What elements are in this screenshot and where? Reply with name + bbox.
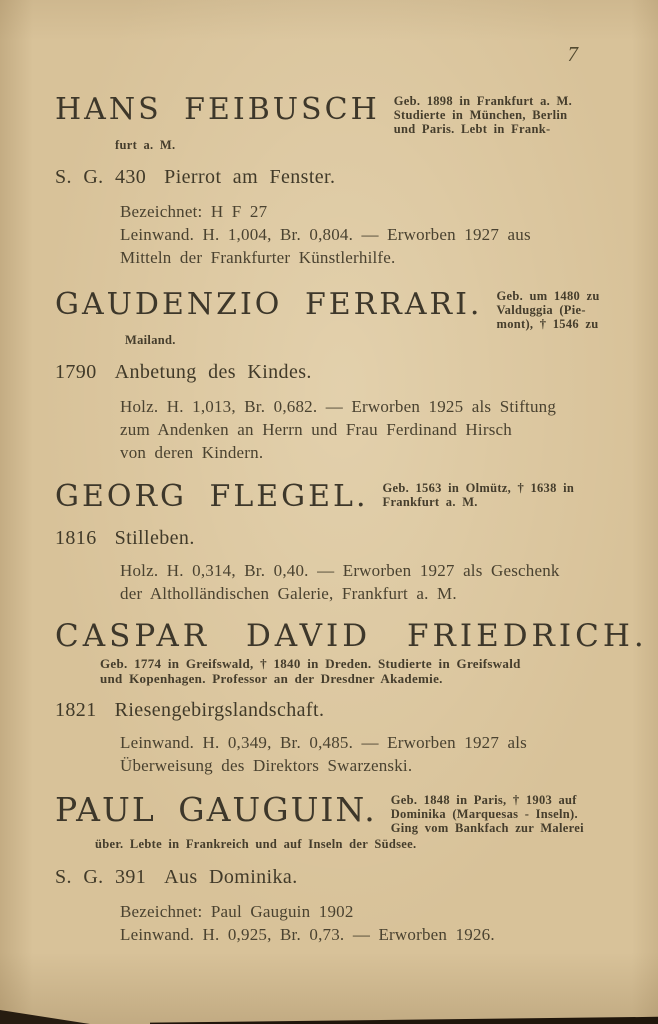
entry-details <box>120 559 640 605</box>
bio-continuation: Mailand. <box>125 333 176 347</box>
entry-title: Aus Dominika. <box>164 866 298 889</box>
bio-line: Dominika (Marquesas - Inseln). <box>390 807 578 822</box>
artist-bio <box>394 94 640 136</box>
entry-title-line <box>55 865 640 889</box>
entry-title: Stilleben. <box>114 527 195 549</box>
bio-line: Ging vom Bankfach zur Malerei <box>390 821 584 836</box>
details-line: Leinwand. H. 0,925, Br. 0,73. — Erworben 1926. <box>120 925 495 945</box>
artist-name: CASPAR DAVID FRIEDRICH. <box>55 618 648 654</box>
artist-header <box>55 288 640 331</box>
details-line: von deren Kindern. <box>120 443 264 462</box>
artist-section-ferrari <box>55 288 640 464</box>
artist-bio <box>383 481 640 509</box>
details-line: Mitteln der Frankfurter Künstlerhilfe. <box>120 248 396 267</box>
bio-continuation: über. Lebte in Frankreich und auf Inseln der Südsee. <box>95 837 417 852</box>
artist-bio <box>391 793 640 835</box>
details-line: Leinwand. H. 1,004, Br. 0,804. — Erworben 1927 aus <box>120 225 531 244</box>
bio-line: Geb. 1563 in Olmütz, † 1638 in <box>382 481 575 495</box>
artist-section-gauguin <box>55 792 640 946</box>
artist-name: GAUDENZIO FERRARI. <box>55 287 483 322</box>
details-line: Holz. H. 0,314, Br. 0,40. — Erworben 1927 als Geschenk <box>120 561 560 580</box>
entry-title-line <box>55 698 640 722</box>
entry-title-line <box>55 360 640 384</box>
bio-line: Frankfurt a. M. <box>382 495 478 509</box>
page-number: 7 <box>567 42 578 66</box>
details-line: Bezeichnet: Paul Gauguin 1902 <box>120 902 354 922</box>
entry-title: Riesengebirgslandschaft. <box>114 699 325 722</box>
bio-line: Geb. um 1480 zu <box>496 289 600 303</box>
details-line: Leinwand. H. 0,349, Br. 0,485. — Erworben 1927 als <box>120 733 527 753</box>
bio-line: mont), † 1546 zu <box>496 317 599 331</box>
bio-line: Geb. 1774 in Greifswald, † 1840 in Dreden. Studierte in Greifswald <box>100 656 521 672</box>
artist-header <box>55 93 640 136</box>
entry-title-line <box>55 526 640 550</box>
artist-name: PAUL GAUGUIN. <box>55 790 377 830</box>
artist-header <box>55 792 640 835</box>
bio-line: Geb. 1898 in Frankfurt a. M. <box>393 94 572 108</box>
artist-name: HANS FEIBUSCH <box>55 92 380 127</box>
artist-section-feibusch <box>55 93 640 269</box>
artist-name: GEORG FLEGEL. <box>55 479 369 514</box>
entry-number: 1821 <box>55 699 97 722</box>
artist-bio <box>496 289 640 331</box>
artist-bio <box>100 656 640 686</box>
details-line: Bezeichnet: H F 27 <box>120 202 268 221</box>
details-line: Holz. H. 1,013, Br. 0,682. — Erworben 1925 als Stiftung <box>120 397 557 416</box>
entry-number: 1790 <box>55 361 97 383</box>
artist-section-friedrich <box>55 618 648 777</box>
bio-line: Studierte in München, Berlin <box>393 108 568 122</box>
bio-line: Valduggia (Pie- <box>496 303 586 317</box>
bio-line: und Kopenhagen. Professor an der Dresdner Akademie. <box>100 671 443 687</box>
details-line: zum Andenken an Herrn und Frau Ferdinand Hirsch <box>120 420 512 439</box>
entry-number: 1816 <box>55 527 97 549</box>
bio-line: Geb. 1848 in Paris, † 1903 auf <box>390 793 577 808</box>
entry-details <box>120 731 640 777</box>
entry-details <box>120 900 640 946</box>
entry-title: Pierrot am Fenster. <box>164 166 336 188</box>
entry-title-line <box>55 165 640 189</box>
entry-details <box>120 395 640 464</box>
details-line: der Altholländischen Galerie, Frankfurt a. M. <box>120 584 457 603</box>
artist-header <box>55 480 640 513</box>
bio-line: und Paris. Lebt in Frank- <box>393 122 551 136</box>
artist-section-flegel <box>55 480 640 605</box>
entry-title: Anbetung des Kindes. <box>114 361 312 383</box>
bio-continuation: furt a. M. <box>115 138 176 152</box>
entry-details <box>120 200 640 269</box>
entry-number: S. G. 391 <box>55 866 147 889</box>
details-line: Überweisung des Direktors Swarzenski. <box>120 756 413 776</box>
entry-number: S. G. 430 <box>55 166 147 188</box>
